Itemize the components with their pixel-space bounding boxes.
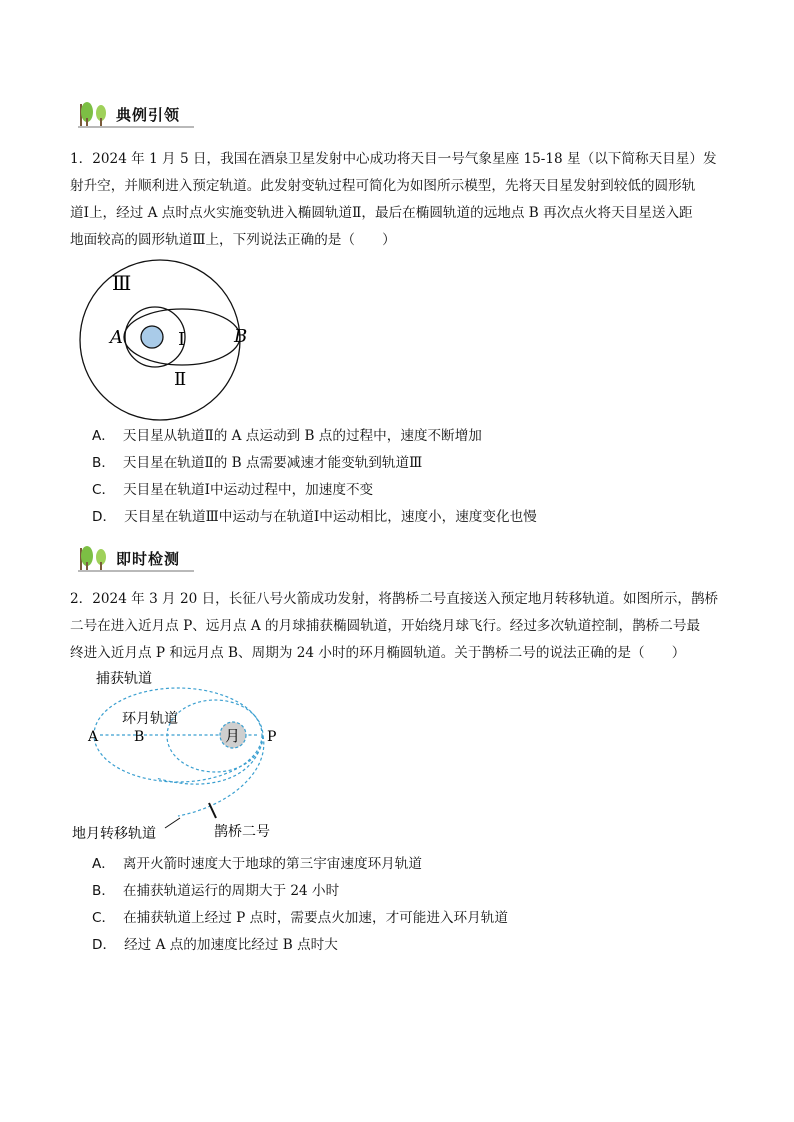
transfer-orbit-label: 地月转移轨道: [72, 826, 156, 842]
moon-label: 月: [225, 727, 241, 745]
label-III: Ⅲ: [112, 271, 132, 295]
stem-line: 地面较高的圆形轨道Ⅲ上，下列说法正确的是（ ）: [70, 232, 396, 248]
transfer-orbit-inner: [156, 736, 263, 784]
option-b[interactable]: B． 天目星在轨道Ⅱ的 B 点需要减速才能变轨到轨道Ⅲ: [92, 455, 423, 471]
orbit-diagram-2: [70, 666, 310, 844]
section-title: 典例引领: [116, 106, 181, 124]
label-II: Ⅱ: [174, 369, 187, 390]
transfer-pointer: [165, 818, 180, 828]
question-2-stem: [70, 586, 724, 667]
option-d[interactable]: D． 天目星在轨道Ⅲ中运动与在轨道Ⅰ中运动相比，速度小，速度变化也慢: [92, 509, 537, 525]
earth: [141, 326, 163, 348]
option-a[interactable]: A． 天目星从轨道Ⅱ的 A 点运动到 B 点的过程中，速度不断增加: [92, 428, 482, 444]
lunar-orbit: [167, 700, 263, 772]
label-A: A: [110, 327, 123, 348]
question-1-stem: [70, 146, 724, 254]
section-underline: [78, 126, 194, 128]
label-B: B: [234, 326, 248, 347]
satellite-label: 鹊桥二号: [214, 824, 270, 840]
capture-orbit-label: 捕获轨道: [96, 671, 152, 687]
option-a[interactable]: A． 离开火箭时速度大于地球的第三宇宙速度环月轨道: [92, 856, 422, 872]
stem-line: 终进入近月点 P 和远月点 B、周期为 24 小时的环月椭圆轨道。关于鹊桥二号的说法正确的是（ ）: [70, 645, 686, 661]
section-title: 即时检测: [116, 550, 181, 568]
label-P: P: [267, 729, 277, 745]
label-A: A: [88, 729, 99, 745]
option-c[interactable]: C． 在捕获轨道上经过 P 点时，需要点火加速，才可能进入环月轨道: [92, 910, 508, 926]
option-d[interactable]: D． 经过 A 点的加速度比经过 B 点时大: [92, 937, 338, 953]
section-header-check: [76, 544, 196, 576]
stem-line: 道Ⅰ上，经过 A 点时点火实施变轨进入椭圆轨道Ⅱ，最后在椭圆轨道的远地点 B 再次点火将天目星送入距: [70, 205, 693, 221]
lunar-orbit-label: 环月轨道: [122, 711, 178, 727]
stem-line: 二号在进入近月点 P、远月点 A 的月球捕获椭圆轨道，开始绕月球飞行。经过多次轨道控制，鹊桥二号最: [70, 618, 701, 634]
option-c[interactable]: C． 天目星在轨道Ⅰ中运动过程中，加速度不变: [92, 482, 374, 498]
label-B: B: [134, 729, 145, 745]
orbit-diagram-1: [68, 256, 258, 426]
stem-line: 射升空，并顺利进入预定轨道。此发射变轨过程可简化为如图所示模型，先将天目星发射到较低的圆形轨: [70, 178, 696, 194]
stem-line: 1．2024 年 1 月 5 日，我国在酒泉卫星发射中心成功将天目一号气象星座 15-18 星（以下简称天目星）发: [70, 151, 717, 167]
stem-line: 2．2024 年 3 月 20 日，长征八号火箭成功发射，将鹊桥二号直接送入预定地月转移轨道。如图所示，鹊桥: [70, 591, 719, 607]
label-I: Ⅰ: [178, 329, 186, 350]
option-b[interactable]: B． 在捕获轨道运行的周期大于 24 小时: [92, 883, 340, 899]
satellite-marker: [209, 803, 216, 818]
section-underline: [78, 570, 194, 572]
section-header-example: [76, 100, 196, 132]
